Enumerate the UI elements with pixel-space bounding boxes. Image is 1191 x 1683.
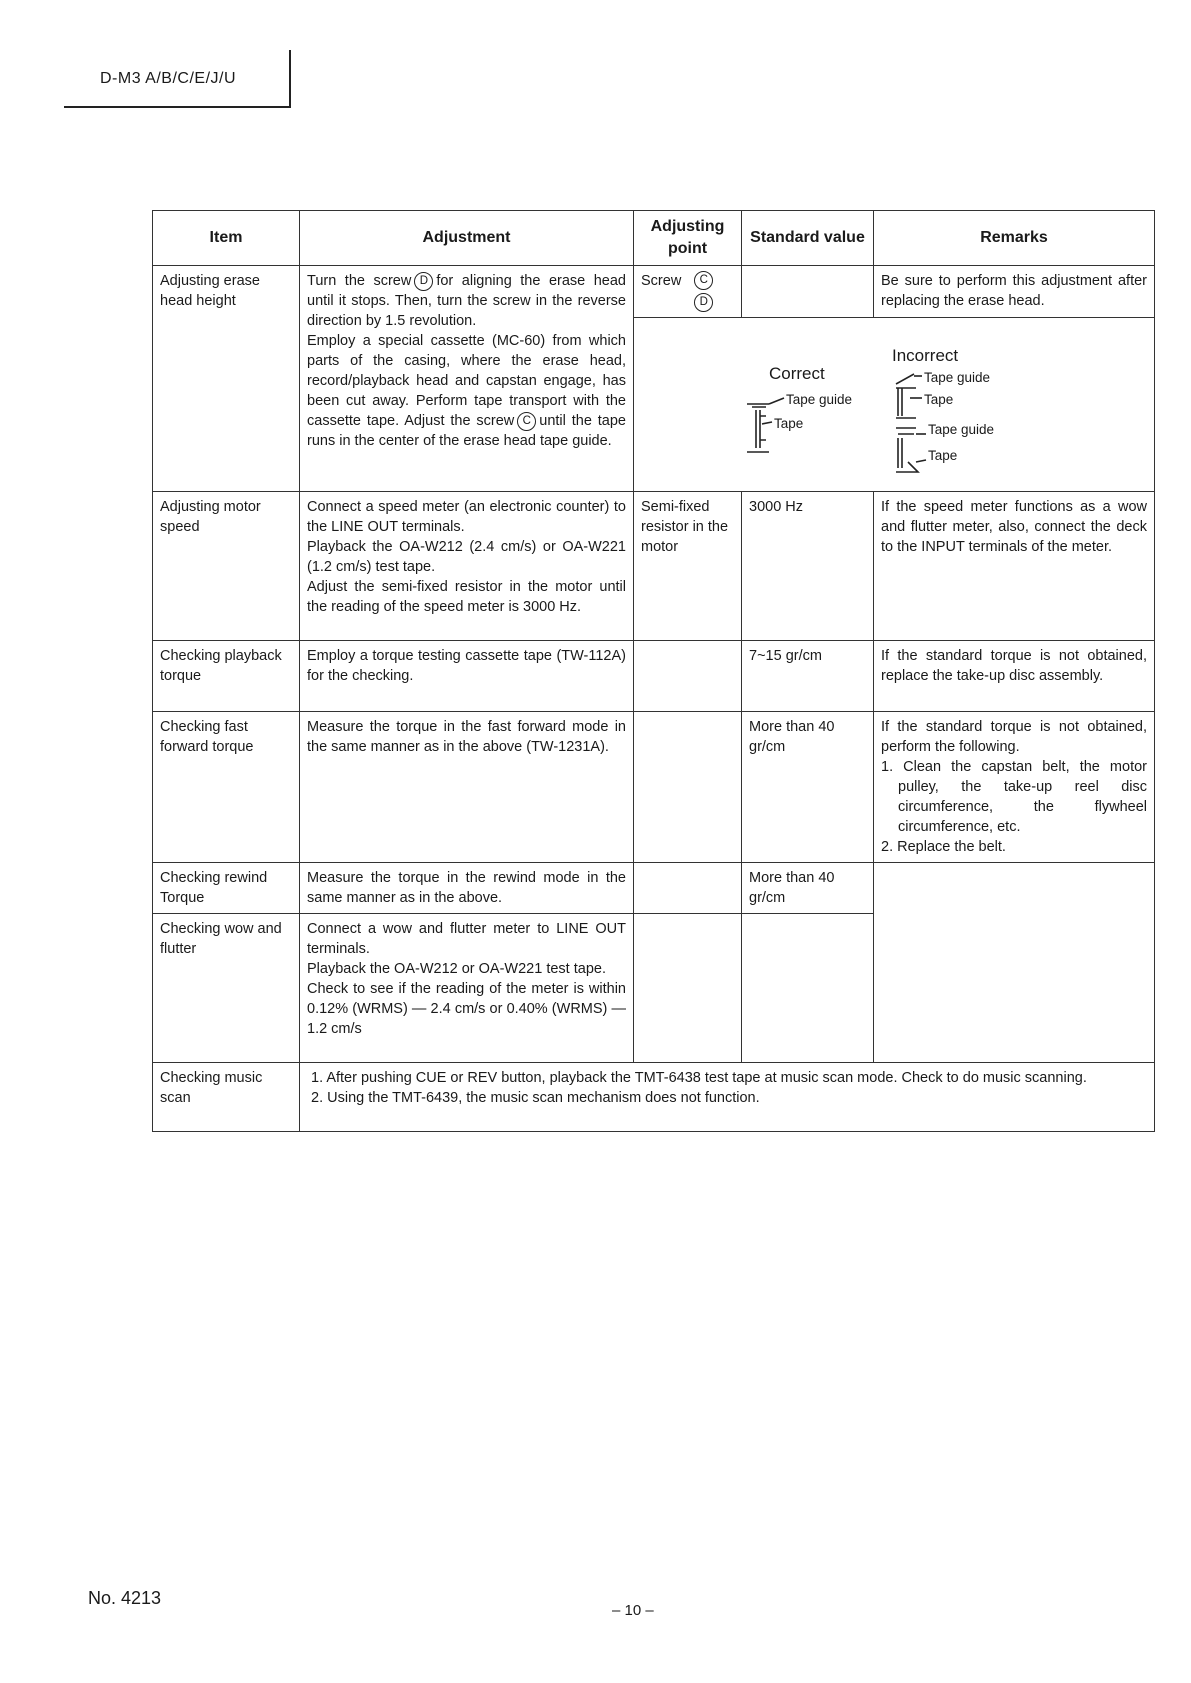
header-adjustment: Adjustment bbox=[300, 211, 634, 266]
incorrect-tape-guide-label-2: Tape guide bbox=[928, 422, 995, 437]
tape-guide-illustration bbox=[634, 318, 1154, 488]
wow-adjustment: Connect a wow and flutter meter to LINE OUT terminals. Playback the OA-W212 or OA-W221 test tape. Check to see if the reading of the meter is within 0.12% (WRMS) — 2.4 cm/s or 0.40% (WRMS) — 1.2 cm/s bbox=[300, 914, 634, 1063]
music-scan-item: Checking music scan bbox=[153, 1063, 300, 1132]
ff-torque-adjustment: Measure the torque in the fast forward mode in the same manner as in the above (TW-1231A). bbox=[300, 712, 634, 863]
correct-title: Correct bbox=[769, 364, 825, 383]
table-row bbox=[153, 1063, 1155, 1132]
header-remarks: Remarks bbox=[874, 211, 1155, 266]
wow-item: Checking wow and flutter bbox=[153, 914, 300, 1063]
table-row bbox=[153, 492, 1155, 641]
playback-torque-point bbox=[634, 641, 742, 712]
ff-torque-item: Checking fast forward torque bbox=[153, 712, 300, 863]
model-label: D-M3 A/B/C/E/J/U bbox=[100, 70, 237, 87]
adjustment-table bbox=[152, 210, 1155, 1132]
table-row bbox=[153, 863, 1155, 914]
rewind-point bbox=[634, 863, 742, 914]
list-item: 1. After pushing CUE or REV button, playback the TMT-6438 test tape at music scan mode. Check to do music scanning. bbox=[311, 1070, 1087, 1086]
table-row bbox=[153, 641, 1155, 712]
erase-item: Adjusting erase head height bbox=[153, 266, 300, 492]
list-item: 2. Replace the belt. bbox=[881, 839, 1006, 855]
table-row bbox=[153, 266, 1155, 318]
erase-adjusting-point: Screw $\frac{C}{D}$ bbox=[634, 266, 742, 318]
incorrect-tape-guide-label-1: Tape guide bbox=[924, 370, 991, 385]
playback-torque-standard: 7~15 gr/cm bbox=[742, 641, 874, 712]
correct-tape-guide-label: Tape guide bbox=[786, 392, 853, 407]
incorrect-title: Incorrect bbox=[892, 346, 959, 365]
ff-torque-point bbox=[634, 712, 742, 863]
header-divider-vertical bbox=[289, 50, 291, 108]
document-number: No. 4213 bbox=[88, 1588, 162, 1608]
circled-d-icon: D bbox=[694, 293, 713, 312]
motor-adjustment: Connect a speed meter (an electronic counter) to the LINE OUT terminals. Playback the OA-W212 (2.4 cm/s) or OA-W221 (1.2 cm/s) test tape. Adjust the semi-fixed resistor in the motor until the reading of the speed meter is 3000 Hz. bbox=[300, 492, 634, 641]
playback-torque-item: Checking playback torque bbox=[153, 641, 300, 712]
incorrect-tape-label-1: Tape bbox=[924, 392, 954, 407]
playback-torque-adjustment: Employ a torque testing cassette tape (TW-112A) for the checking. bbox=[300, 641, 634, 712]
motor-item: Adjusting motor speed bbox=[153, 492, 300, 641]
rewind-standard: More than 40 gr/cm bbox=[742, 863, 874, 914]
list-item: 1. Clean the capstan belt, the motor pulley, the take-up reel disc circumference, the flywheel circumference, etc. bbox=[881, 759, 1147, 835]
circled-d-icon: D bbox=[414, 272, 433, 291]
tape-guide-diagram bbox=[634, 318, 1155, 492]
music-scan-details bbox=[300, 1063, 1155, 1132]
incorrect-tape-label-2: Tape bbox=[928, 448, 958, 463]
motor-remarks: If the speed meter functions as a wow and flutter meter, also, connect the deck to the INPUT terminals of the meter. bbox=[874, 492, 1155, 641]
wow-point bbox=[634, 914, 742, 1063]
header-adjusting-point: Adjusting point bbox=[634, 211, 742, 266]
erase-remarks: Be sure to perform this adjustment after replacing the erase head. bbox=[874, 266, 1155, 318]
motor-standard-value: 3000 Hz bbox=[742, 492, 874, 641]
rewind-wow-remarks bbox=[874, 863, 1155, 1063]
circled-c-icon: C bbox=[517, 412, 536, 431]
erase-adjustment: Turn the screw D for aligning the erase head until it stops. Then, turn the screw in the reverse direction by 1.5 revolution. Employ a special cassette (MC-60) from which parts of the casing, where the erase head, record/playback head and capstan engage, has been cut away. Perform tape transport with the cassette tape. Adjust the screw C until the tape runs in the center of the erase head tape guide. bbox=[300, 266, 634, 492]
erase-standard-value bbox=[742, 266, 874, 318]
page-number: – 10 – bbox=[612, 1602, 654, 1619]
circled-c-icon: C bbox=[694, 271, 713, 290]
ff-torque-standard: More than 40 gr/cm bbox=[742, 712, 874, 863]
playback-torque-remarks: If the standard torque is not obtained, replace the take-up disc assembly. bbox=[874, 641, 1155, 712]
header-standard-value: Standard value bbox=[742, 211, 874, 266]
rewind-adjustment: Measure the torque in the rewind mode in the same manner as in the above. bbox=[300, 863, 634, 914]
ff-torque-remarks: If the standard torque is not obtained, perform the following. 1. Clean the capstan belt, the motor pulley, the take-up reel disc circumference, the flywheel circumference, etc. 2. Replace the belt. bbox=[874, 712, 1155, 863]
rewind-item: Checking rewind Torque bbox=[153, 863, 300, 914]
table-header-row bbox=[153, 211, 1155, 266]
header-item: Item bbox=[153, 211, 300, 266]
header-divider-horizontal bbox=[64, 106, 290, 108]
correct-tape-label: Tape bbox=[774, 416, 804, 431]
list-item: 2. Using the TMT-6439, the music scan mechanism does not function. bbox=[311, 1090, 760, 1106]
motor-adjusting-point: Semi-fixed resistor in the motor bbox=[634, 492, 742, 641]
wow-standard bbox=[742, 914, 874, 1063]
table-row bbox=[153, 712, 1155, 863]
